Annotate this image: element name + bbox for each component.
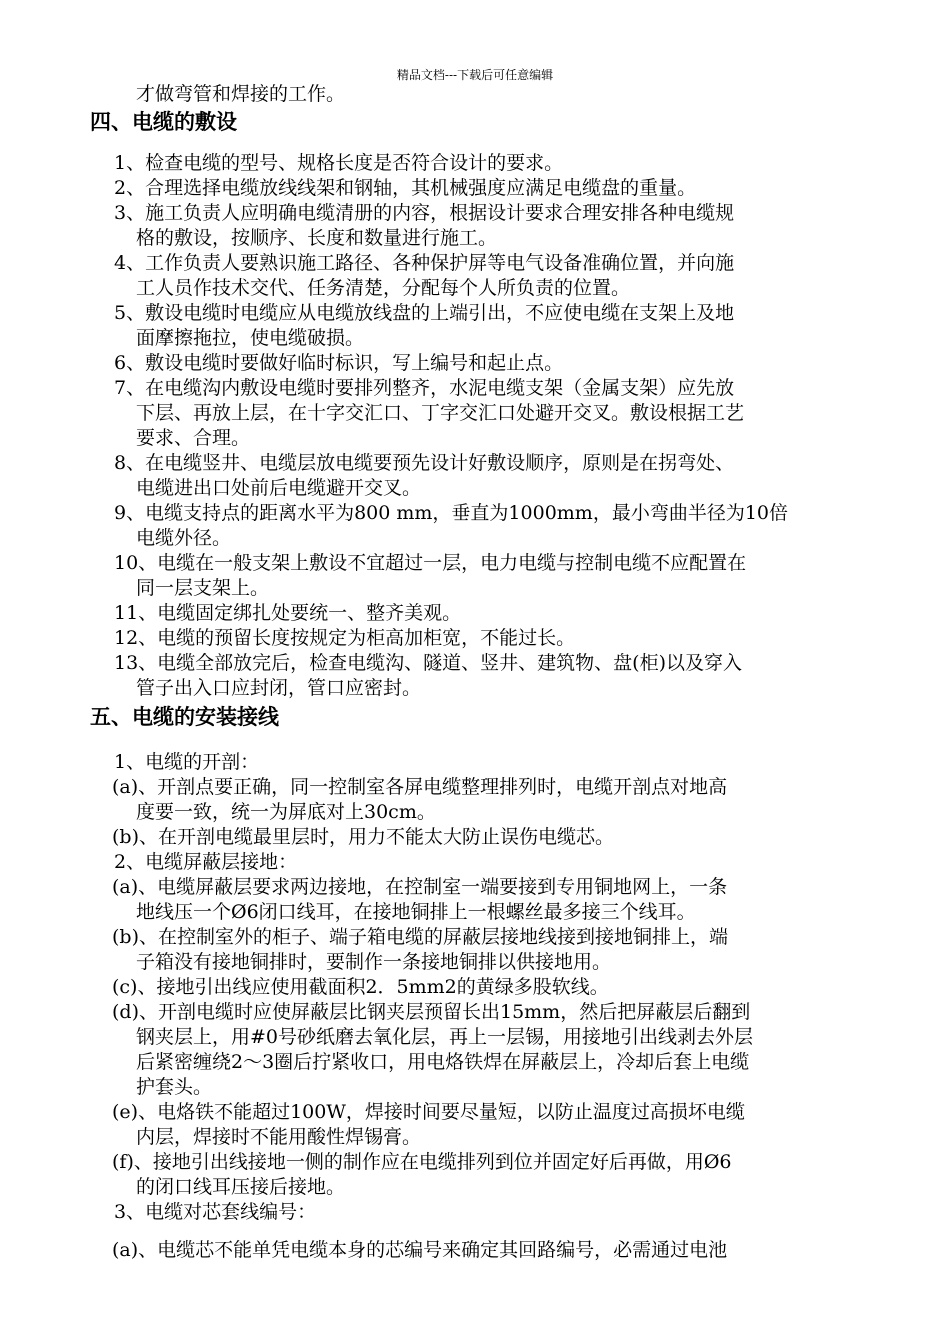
section-5-item <box>90 850 865 875</box>
section-5-line: 度要一致，统一为屏底对上30cm。 <box>136 801 436 823</box>
lead-line: 才做弯管和焊接的工作。 <box>136 83 346 105</box>
section-4-line: 10、电缆在一般支架上敷设不宜超过一层，电力电缆与控制电缆不应配置在 <box>114 552 747 574</box>
section-5-item <box>90 875 865 925</box>
section-4-line: 4、工作负责人要熟识施工路径、各种保护屏等电气设备准确位置，并向施 <box>114 252 735 274</box>
section-4-line: 12、电缆的预留长度按规定为柜高加柜宽，不能过长。 <box>114 627 576 649</box>
section-4-line: 格的敷设，按顺序、长度和数量进行施工。 <box>136 227 498 249</box>
section-5-item <box>90 1238 865 1263</box>
section-4-item <box>90 651 865 701</box>
section-5-item <box>90 975 865 1000</box>
section-4-line: 管子出入口应封闭，管口应密封。 <box>136 677 422 699</box>
section-5-line: 子箱没有接地铜排时，要制作一条接地铜排以供接地用。 <box>136 951 612 973</box>
section-4-line: 同一层支架上。 <box>136 577 270 599</box>
section-4-item <box>90 551 865 601</box>
section-5-item <box>90 775 865 825</box>
section-5-item <box>90 1100 865 1150</box>
section-4-line: 工人员作技术交代、任务清楚，分配每个人所负责的位置。 <box>136 277 631 299</box>
section-5-line: 的闭口线耳压接后接地。 <box>136 1176 346 1198</box>
section-5-line: (e)、电烙铁不能超过100W，焊接时间要尽量短，以防止温度过高损坏电缆 <box>112 1101 745 1123</box>
section-4-line: 2、合理选择电缆放线线架和钢轴，其机械强度应满足电缆盘的重量。 <box>114 177 697 199</box>
section-4-item <box>90 376 865 451</box>
section-5-line: (b)、在开剖电缆最里层时，用力不能太大防止误伤电缆芯。 <box>112 826 614 848</box>
section-5-line: (b)、在控制室外的柜子、端子箱电缆的屏蔽层接地线接到接地铜排上，端 <box>112 926 728 948</box>
section-4-line: 下层、再放上层，在十字交汇口、丁字交汇口处避开交叉。敷设根据工艺 <box>136 402 745 424</box>
section-5-line: 地线压一个Ø6闭口线耳，在接地铜排上一根螺丝最多接三个线耳。 <box>136 901 696 923</box>
section-4-line: 8、在电缆竖井、电缆层放电缆要预先设计好敷设顺序，原则是在拐弯处、 <box>114 452 735 474</box>
section-4-item <box>90 251 865 301</box>
section-4-line: 9、电缆支持点的距离水平为800 mm，垂直为1000mm，最小弯曲半径为10倍 <box>114 502 788 524</box>
section-4-line: 5、敷设电缆时电缆应从电缆放线盘的上端引出，不应使电缆在支架上及地 <box>114 302 735 324</box>
section-4-item <box>90 451 865 501</box>
section-5-line: (a)、电缆芯不能单凭电缆本身的芯编号来确定其回路编号，必需通过电池 <box>112 1239 728 1261</box>
section-4-list <box>90 151 865 701</box>
page-header: 精品文档---下载后可任意编辑 <box>396 68 554 82</box>
section-5-line: (f)、接地引出线接地一侧的制作应在电缆排列到位并固定好后再做，用Ø6 <box>112 1151 732 1173</box>
section-5-line: 1、电缆的开剖： <box>114 751 260 773</box>
section-4-line: 11、电缆固定绑扎处要统一、整齐美观。 <box>114 602 462 624</box>
section-5-item <box>90 1200 865 1225</box>
section-4-line: 面摩擦拖拉，使电缆破损。 <box>136 327 365 349</box>
section-4-item <box>90 601 865 626</box>
section-4-item <box>90 301 865 351</box>
section-5-item <box>90 925 865 975</box>
section-4-item <box>90 201 865 251</box>
section-5-list <box>90 750 865 1263</box>
section-5-line: (a)、开剖点要正确，同一控制室各屏电缆整理排列时，电缆开剖点对地高 <box>112 776 728 798</box>
section-5-line: 护套头。 <box>136 1076 213 1098</box>
section-4-item <box>90 626 865 651</box>
section-5-line: 钢夹层上，用#0号砂纸磨去氧化层，再上一层锡，用接地引出线剥去外层 <box>136 1026 754 1048</box>
section-4-line: 3、施工负责人应明确电缆清册的内容，根据设计要求合理安排各种电缆规 <box>114 202 735 224</box>
section-5-line: (c)、接地引出线应使用截面积2．5mm2的黄绿多股软线。 <box>112 976 609 998</box>
section-5-item <box>90 750 865 775</box>
section-4-item <box>90 176 865 201</box>
section-4-item <box>90 151 865 176</box>
section-5-line: 3、电缆对芯套线编号： <box>114 1201 317 1223</box>
section-5-item <box>90 825 865 850</box>
section-4-item <box>90 351 865 376</box>
section-4-line: 6、敷设电缆时要做好临时标识，写上编号和起止点。 <box>114 352 564 374</box>
document-body <box>90 82 865 1263</box>
section-5-title: 五、电缆的安装接线 <box>90 704 279 729</box>
section-5-line: (a)、电缆屏蔽层要求两边接地，在控制室一端要接到专用铜地网上，一条 <box>112 876 728 898</box>
section-5-line: 后紧密缠绕2～3圈后拧紧收口，用电烙铁焊在屏蔽层上，冷却后套上电缆 <box>136 1051 750 1073</box>
section-4-item <box>90 501 865 551</box>
section-4-title: 四、电缆的敷设 <box>90 109 237 134</box>
section-4-line: 电缆外径。 <box>136 527 232 549</box>
section-4-line: 7、在电缆沟内敷设电缆时要排列整齐，水泥电缆支架（金属支架）应先放 <box>114 377 735 399</box>
section-5-line: 内层，焊接时不能用酸性焊锡膏。 <box>136 1126 422 1148</box>
section-4-line: 1、检查电缆的型号、规格长度是否符合设计的要求。 <box>114 152 564 174</box>
section-4-line: 要求、合理。 <box>136 427 251 449</box>
section-4-line: 13、电缆全部放完后，检查电缆沟、隧道、竖井、建筑物、盘(柜)以及穿入 <box>114 652 743 674</box>
section-5-line: (d)、开剖电缆时应使屏蔽层比钢夹层预留长出15mm，然后把屏蔽层后翻到 <box>112 1001 751 1023</box>
spacer <box>90 1225 865 1238</box>
section-5-line: 2、电缆屏蔽层接地： <box>114 851 298 873</box>
section-5-item <box>90 1000 865 1100</box>
section-4-line: 电缆进出口处前后电缆避开交叉。 <box>136 477 422 499</box>
section-5-item <box>90 1150 865 1200</box>
